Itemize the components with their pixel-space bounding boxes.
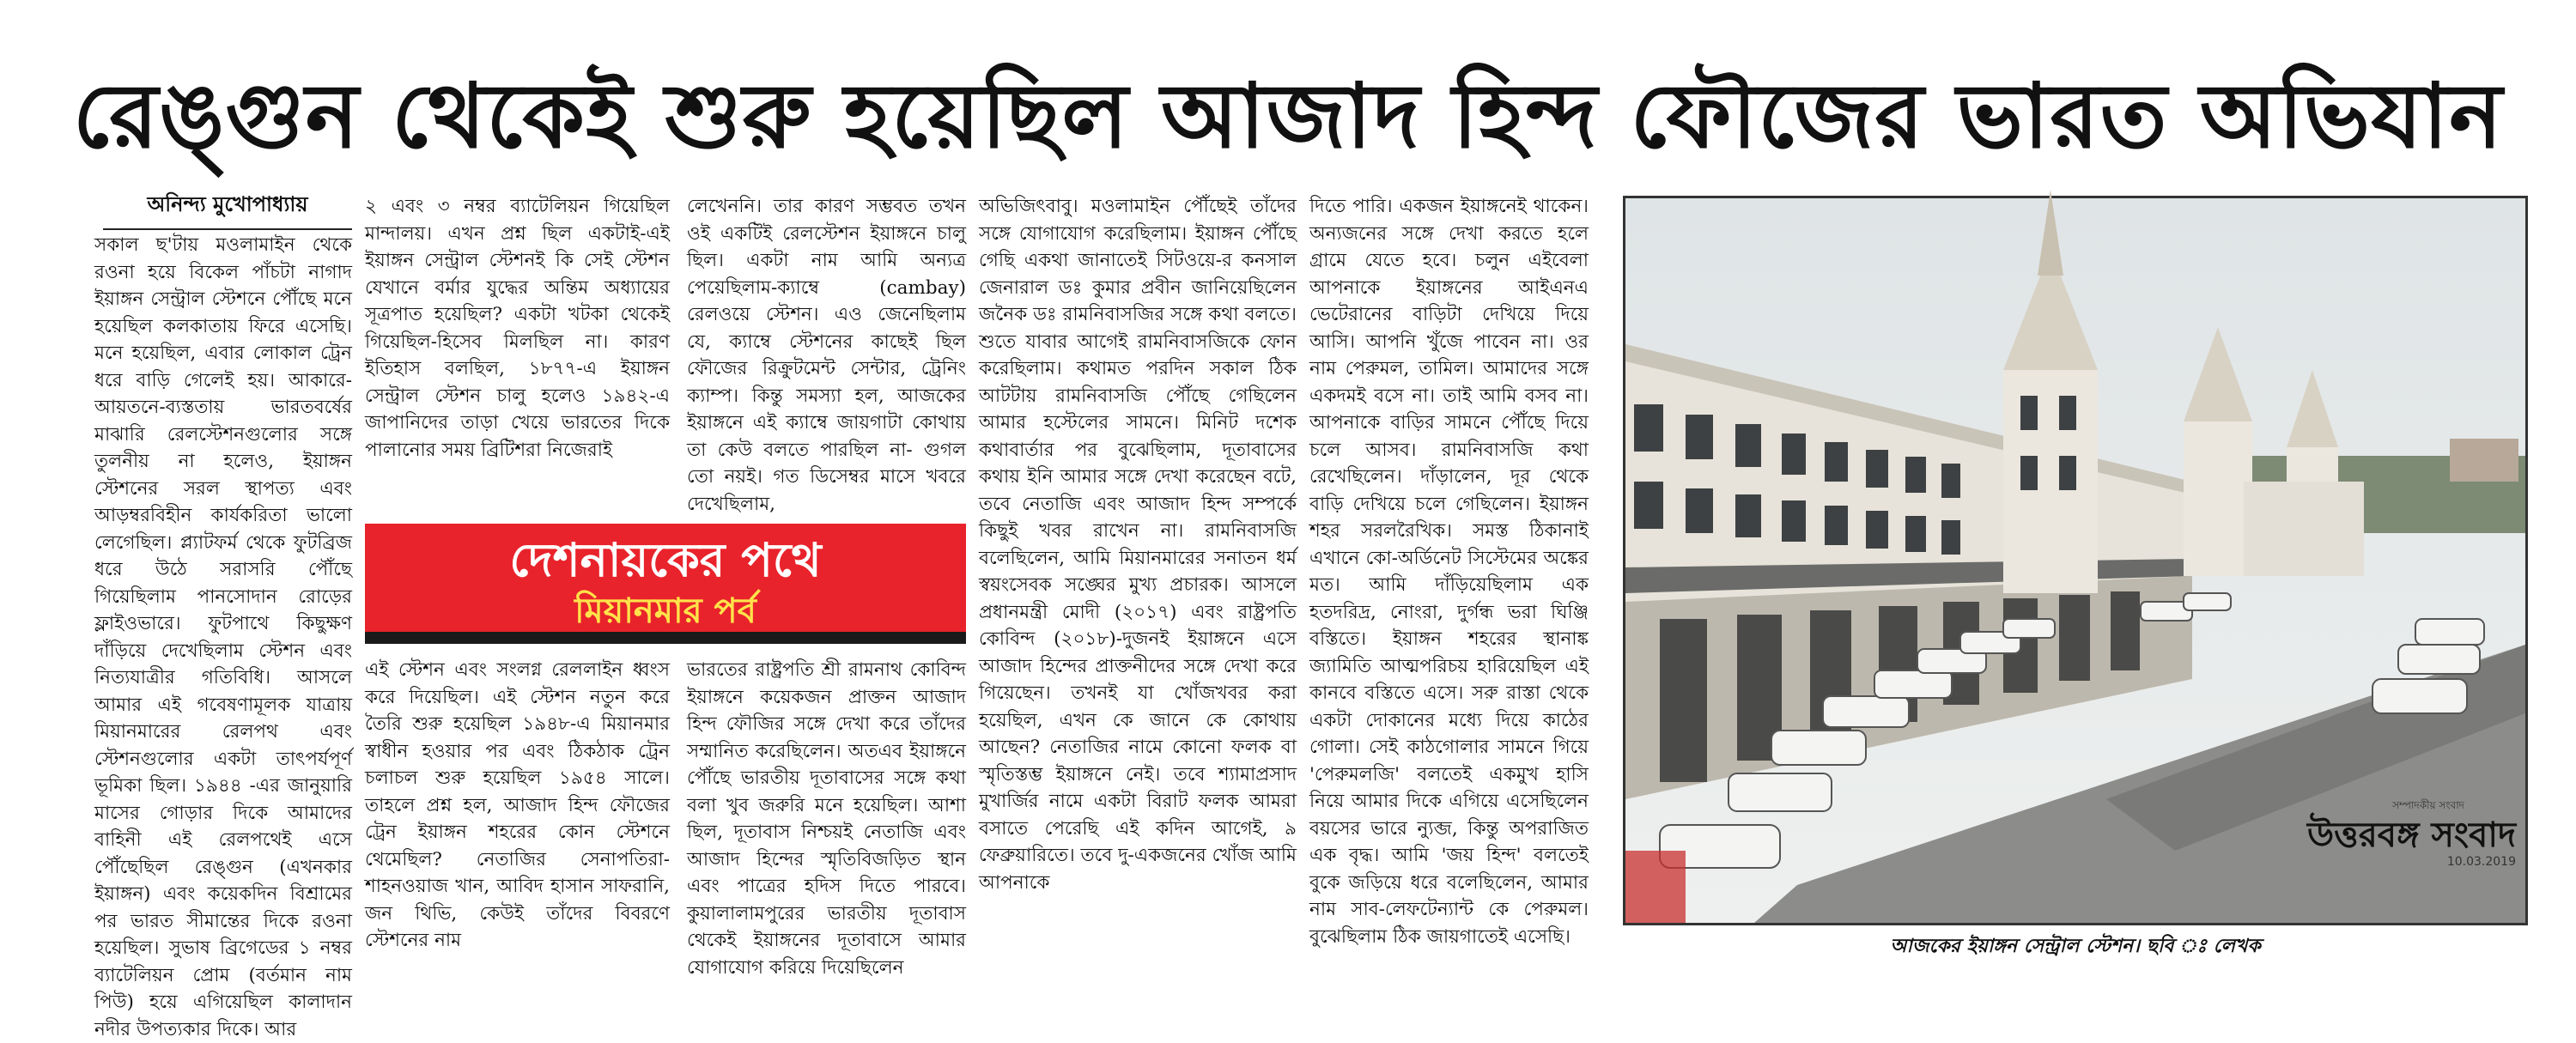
- byline: অনিন্দ্য মুখোপাধ্যায়: [103, 189, 352, 230]
- article-column-4: [979, 193, 1297, 974]
- logo-text: উত্তরবঙ্গ সংবাদ: [2306, 815, 2516, 855]
- headline: রেঙ্গুন থেকেই শুরু হয়েছিল আজাদ হিন্দ ফৌজের ভারত অভিযান: [72, 63, 2504, 168]
- banner-subtitle: মিয়ানমার পর্ব: [574, 591, 756, 631]
- newspaper-logo: [2267, 798, 2516, 869]
- column-text: সকাল ছ'টায় মওলামাইন থেকে রওনা হয়ে বিকেল পাঁচটা নাগাদ ইয়াঙ্গন সেন্ট্রাল স্টেশনে পৌঁছে মনে হয়েছিল কলকাতায় ফিরে এসেছি। মনে হয়েছিল, এবার লোকাল ট্রেন ধরে বাড়ি গেলেই হয়। আকারে-আয়তনে-ব্যস্ততায় ভারতবর্ষের মাঝারি রেলস্টেশনগুলোর সঙ্গে তুলনীয় না হলেও, ইয়াঙ্গন স্টেশনের সরল স্থাপত্য এবং আড়ম্বরবিহীন কার্যকরিতা ভালো লেগেছিল। প্ল্যাটফর্ম থেকে ফুটব্রিজ ধরে উঠে সরাসরি পৌঁছে গিয়েছিলাম পানসোদান রোড়ের ফ্লাইওভারে। ফুটপাথে কিছুক্ষণ দাঁড়িয়ে দেখেছিলাম স্টেশন এবং নিত্যযাত্রীর গতিবিধি। আসলে আমার এই গবেষণামূলক যাত্রায় মিয়ানমারের রেলপথ এবং স্টেশনগুলোর একটা তাৎপর্যপূর্ণ ভূমিকা ছিল। ১৯৪৪ -এর জানুয়ারি মাসের গোড়ার দিকে আমাদের বাহিনী এই রেলপথেই এসে পৌঁছেছিল রেঙ্গুন (এখনকার ইয়াঙ্গন) এবং কয়েকদিন বিশ্রামের পর ভারত সীমান্তের দিকে রওনা হয়েছিল। সুভাষ ব্রিগেডের ১ নম্বর ব্যাটেলিয়ন প্রোম (বর্তমান নাম পিউ) হয়ে এগিয়েছিল কালাদান নদীর উপত্যকার দিকে। আর: [94, 234, 352, 1040]
- article-column-1: [94, 232, 352, 1040]
- article-column-5: [1309, 193, 1589, 974]
- article-column-2-top: [365, 193, 670, 515]
- article-column-2-bottom: [365, 657, 670, 974]
- column-text: লেখেননি। তার কারণ সম্ভবত তখন ওই একটিই রেলস্টেশন ইয়াঙ্গনে চালু ছিল। একটা নাম আমি অন্যত্র পেয়েছিলাম-ক্যাম্বে (cambay) রেলওয়ে স্টেশন। এও জেনেছিলাম যে, ক্যাম্বে স্টেশনের কাছেই ছিল ফৌজের রিক্রুটমেন্ট সেন্টার, ট্রেনিং ক্যাম্প। কিন্তু সমস্যা হল, আজকের ইয়াঙ্গনে এই ক্যাম্বে জায়গাটা কোথায় তা কেউ বলতে পারছিল না- গুগল তো নয়ই। গত ডিসেম্বর মাসে খবরে দেখেছিলাম,: [687, 196, 966, 515]
- column-text: এই স্টেশন এবং সংলগ্ন রেললাইন ধ্বংস করে দিয়েছিল। এই স্টেশন নতুন করে তৈরি শুরু হয়েছিল ১৯৪৮-এ মিয়ানমার স্বাধীন হওয়ার পর এবং ঠিকঠাক ট্রেন চলাচল শুরু হয়েছিল ১৯৫৪ সালে। তাহলে প্রশ্ন হল, আজাদ হিন্দ ফৌজের ট্রেন ইয়াঙ্গন শহরের কোন স্টেশনে থেমেছিল? নেতাজির সেনাপতিরা-শাহনওয়াজ খান, আবিদ হাসান সাফরানি, জন থিভি, কেউই তাঁদের বিবরণে স্টেশনের নাম: [365, 659, 670, 951]
- banner-title: দেশনায়কের পথে: [509, 532, 822, 587]
- column-text: অভিজিৎবাবু। মওলামাইন পৌঁছেই তাঁদের সঙ্গে যোগাযোগ করেছিলাম। ইয়াঙ্গন পৌঁছে গেছি একথা জানাতেই সিটওয়ে-র কনসাল জেনারাল ডঃ কুমার প্রবীন জানিয়েছিলেন জনৈক ডঃ রামনিবাসজির সঙ্গে কথা বলতে। শুতে যাবার আগেই রামনিবাসজিকে ফোন করেছিলাম। কথামত পরদিন সকাল ঠিক আটটায় রামনিবাসজি পৌঁছে গেছিলেন আমার হস্টেলের সামনে। মিনিট দশেক কথাবার্তার পর বুঝেছিলাম, দূতাবাসের কথায় ইনি আমার সঙ্গে দেখা করেছেন বটে, তবে নেতাজি এবং আজাদ হিন্দ সম্পর্কে কিছুই খবর রাখেন না। রামনিবাসজি বলেছিলেন, আমি মিয়ানমারের সনাতন ধর্ম স্বয়ংসেবক সঙ্ঘের মুখ্য প্রচারক। আসলে প্রধানমন্ত্রী মোদী (২০১৭) এবং রাষ্ট্রপতি কোবিন্দ (২০১৮)-দুজনই ইয়াঙ্গনে এসে আজাদ হিন্দের প্রাক্তনীদের সঙ্গে দেখা করে গিয়েছেন। তখনই যা খোঁজখবর করা হয়েছিল, এখন কে জানে কে কোথায় আছেন? নেতাজির নামে কোনো ফলক বা স্মৃতিস্তম্ভ ইয়াঙ্গনে নেই। তবে শ্যামাপ্রসাদ মুখার্জির নামে একটা বিরাট ফলক আমরা বসাতে পেরেছি এই কদিন আগেই, ৯ ফেব্রুয়ারিতে। তবে দু-একজনের খোঁজ আমি আপনাকে: [979, 196, 1297, 894]
- article-column-3-top: [687, 193, 966, 515]
- column-text: ২ এবং ৩ নম্বর ব্যাটেলিয়ন গিয়েছিল মান্দালয়। এখন প্রশ্ন ছিল একটাই-এই ইয়াঙ্গন সেন্ট্রাল স্টেশনই কি সেই স্টেশন যেখানে বর্মার যুদ্ধের অন্তিম অধ্যায়ের সূত্রপাত হয়েছিল? একটা খটকা থেকেই গিয়েছিল-হিসেব মিলছিল না। কারণ ইতিহাস বলছিল, ১৮৭৭-এ ইয়াঙ্গন সেন্ট্রাল স্টেশন চালু হলেও ১৯৪২-এ জাপানিদের তাড়া খেয়ে ভারতের দিকে পালানোর সময় ব্রিটিশরা নিজেরাই: [365, 196, 670, 461]
- photo-caption: আজকের ইয়াঙ্গন সেন্ট্রাল স্টেশন। ছবি ঃ লেখক: [1890, 935, 2261, 957]
- section-banner: [365, 524, 966, 644]
- photo-date: 10.03.2019: [2446, 855, 2516, 869]
- column-text: ভারতের রাষ্ট্রপতি শ্রী রামনাথ কোবিন্দ ইয়াঙ্গনে কয়েকজন প্রাক্তন আজাদ হিন্দ ফৌজির সঙ্গে দেখা করে তাঁদের সম্মানিত করেছিলেন। অতএব ইয়াঙ্গনে পৌঁছে ভারতীয় দূতাবাসের সঙ্গে কথা বলা খুব জরুরি মনে হয়েছিল। আশা ছিল, দূতাবাস নিশ্চয়ই নেতাজি এবং আজাদ হিন্দের স্মৃতিবিজড়িত স্থান এবং পাত্রের হদিস দিতে পারবে। কুয়ালালামপুরের ভারতীয় দূতাবাস থেকেই ইয়াঙ্গনের দূতাবাসে আমার যোগাযোগ করিয়ে দিয়েছিলেন: [687, 659, 966, 979]
- column-text: দিতে পারি। একজন ইয়াঙ্গনেই থাকেন। অন্যজনের সঙ্গে দেখা করতে হলে গ্রামে যেতে হবে। চলুন এইবেলা আপনাকে ইয়াঙ্গনের আইএনএ ভেটেরানের বাড়িটা দেখিয়ে দিয়ে আসি। আপনি খুঁজে পাবেন না। ওর নাম পেরুমল, তামিল। আমাদের সঙ্গে একদমই বসে না। তাই আমি বসব না। আপনাকে বাড়ির সামনে পৌঁছে দিয়ে চলে আসব। রামনিবাসজি কথা রেখেছিলেন। দাঁড়ালেন, দূর থেকে বাড়ি দেখিয়ে চলে গেছিলেন। ইয়াঙ্গন শহর সরলরৈখিক। সমস্ত ঠিকানাই এখানে কো-অর্ডিনেট সিস্টেমের অঙ্কের মত। আমি দাঁড়িয়েছিলাম এক হতদরিদ্র, নোংরা, দুর্গন্ধ ভরা ঘিঞ্জি বস্তিতে। ইয়াঙ্গন শহরের স্থানাঙ্ক জ্যামিতি আত্মপরিচয় হারিয়েছিল এই কানবে বস্তিতে এসে। সরু রাস্তা থেকে একটা দোকানের মধ্যে দিয়ে কাঠের গোলা। সেই কাঠগোলার সামনে গিয়ে 'পেরুমলজি' বলতেই একমুখ হাসি নিয়ে আমার দিকে এগিয়ে এসেছিলেন বয়সের ভারে ন্যুব্জ, কিন্তু অপরাজিত এক বৃদ্ধ। আমি 'জয় হিন্দ' বলতেই বুকে জড়িয়ে ধরে বলেছিলেন, আমার নাম সাব-লেফটেন্যান্ট কে পেরুমল। বুঝেছিলাম ঠিক জায়গাতেই এসেছি।: [1309, 196, 1589, 948]
- article-column-3-bottom: [687, 657, 966, 979]
- logo-tagline: সম্পাদকীয় সংবাদ: [2392, 799, 2464, 811]
